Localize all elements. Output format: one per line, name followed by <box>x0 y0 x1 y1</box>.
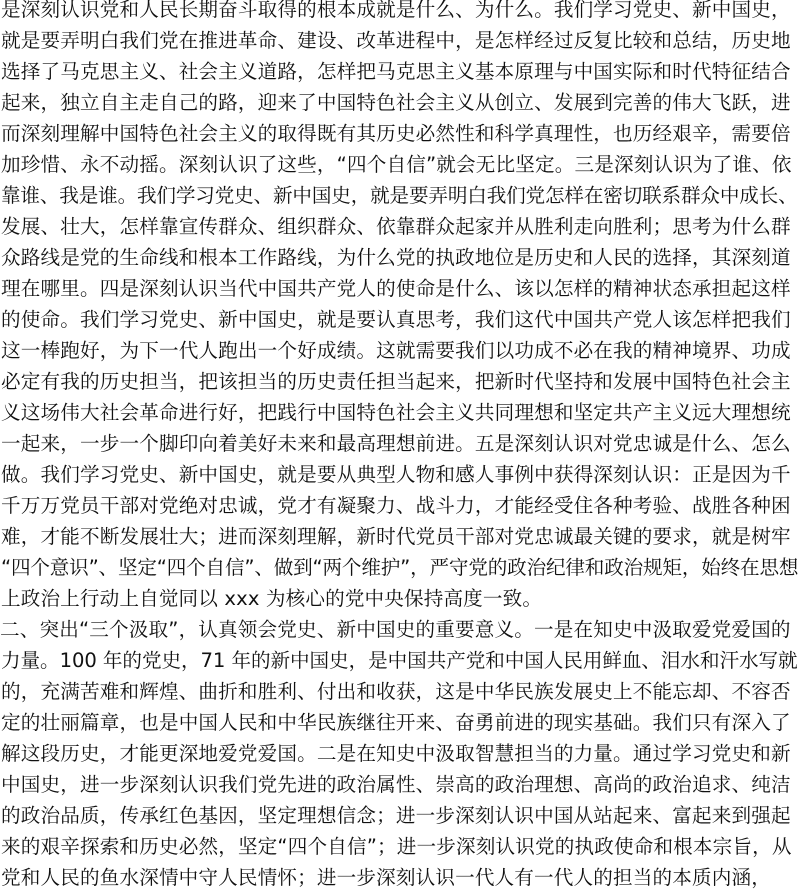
text-line-27: 的政治品质，传承红色基因，坚定理想信念；进一步深刻认识中国从站起来、富起来到强起 <box>1 804 791 827</box>
section-heading-line: 二、突出“三个汲取”，认真领会党史、新中国史的重要意义。一是在知史中汲取爱党爱国的 <box>0 618 791 641</box>
text-line-13: 必定有我的历史担当，把该担当的历史责任担当起来，把新时代坚持和发展中国特色社会主 <box>1 370 791 393</box>
text-line-23: 的，充满苦难和辉煌、曲折和胜利、付出和收获，这是中华民族发展史上不能忘却、不容否 <box>1 680 791 703</box>
text-line-29: 党和人民的鱼水深情中守人民情怀；进一步深刻认识一代人有一代人的担当的本质内涵， <box>1 866 771 889</box>
text-line-16: 做。我们学习党史、新中国史，就是要从典型人物和感人事例中获得深刻认识：正是因为千 <box>1 463 791 486</box>
text-line-4: 起来，独立自主走自己的路，迎来了中国特色社会主义从创立、发展到完善的伟大飞跃，进 <box>1 91 791 114</box>
text-line-19: “四个意识”、坚定“四个自信”、做到“两个维护”，严守党的政治纪律和政治规矩，始终在思想 <box>1 556 799 579</box>
text-line-2: 就是要弄明白我们党在推进革命、建设、改革进程中，是怎样经过反复比较和总结，历史地 <box>1 29 791 52</box>
text-line-25: 解这段历史，才能更深地爱党爱国。二是在知史中汲取智慧担当的力量。通过学习党史和新 <box>1 742 791 765</box>
text-line-20: 上政治上行动上自觉同以 xxx 为核心的党中央保持高度一致。 <box>1 587 543 610</box>
text-line-24: 定的壮丽篇章，也是中国人民和中华民族继往开来、奋勇前进的现实基础。我们只有深入了 <box>1 711 791 734</box>
text-line-26: 中国史，进一步深刻认识我们党先进的政治属性、崇高的政治理想、高尚的政治追求、纯洁 <box>1 773 791 796</box>
text-line-10: 理在哪里。四是深刻认识当代中国共产党人的使命是什么、该以怎样的精神状态承担起这样 <box>1 277 791 300</box>
text-line-5: 而深刻理解中国特色社会主义的取得既有其历史必然性和科学真理性，也历经艰辛，需要倍 <box>1 122 791 145</box>
text-line-3: 选择了马克思主义、社会主义道路，怎样把马克思主义基本原理与中国实际和时代特征结合 <box>1 60 791 83</box>
text-line-8: 发展、壮大，怎样靠宣传群众、组织群众、依靠群众起家并从胜利走向胜利；思考为什么群 <box>1 215 791 238</box>
text-line-11: 的使命。我们学习党史、新中国史，就是要认真思考，我们这代中国共产党人该怎样把我们 <box>1 308 791 331</box>
text-line-18: 难，才能不断发展壮大；进而深刻理解，新时代党员干部对党忠诚最关键的要求，就是树牢 <box>1 525 791 548</box>
text-line-7: 靠谁、我是谁。我们学习党史、新中国史，就是要弄明白我们党怎样在密切联系群众中成长、 <box>1 184 798 207</box>
text-line-6: 加珍惜、永不动摇。深刻认识了这些，“四个自信”就会无比坚定。三是深刻认识为了谁、依 <box>1 153 792 176</box>
text-line-1: 是深刻认识党和人民长期奋斗取得的根本成就是什么、为什么。我们学习党史、新中国史， <box>1 0 791 21</box>
text-line-28: 来的艰辛探索和历史必然，坚定“四个自信”；进一步深刻认识党的执政使命和根本宗旨，从 <box>1 835 792 858</box>
text-line-14: 义这场伟大社会革命进行好，把践行中国特色社会主义共同理想和坚定共产主义远大理想统 <box>1 401 791 424</box>
text-line-12: 这一棒跑好，为下一代人跑出一个好成绩。这就需要我们以功成不必在我的精神境界、功成 <box>1 339 791 362</box>
text-line-17: 千万万党员干部对党绝对忠诚，党才有凝聚力、战斗力，才能经受住各种考验、战胜各种困 <box>1 494 791 517</box>
text-line-9: 众路线是党的生命线和根本工作路线，为什么党的执政地位是历史和人民的选择，其深刻道 <box>1 246 791 269</box>
text-line-15: 一起来，一步一个脚印向着美好未来和最高理想前进。五是深刻认识对党忠诚是什么、怎么 <box>1 432 791 455</box>
text-line-22: 力量。100 年的党史，71 年的新中国史，是中国共产党和中国人民用鲜血、泪水和汗水写就 <box>1 649 798 672</box>
